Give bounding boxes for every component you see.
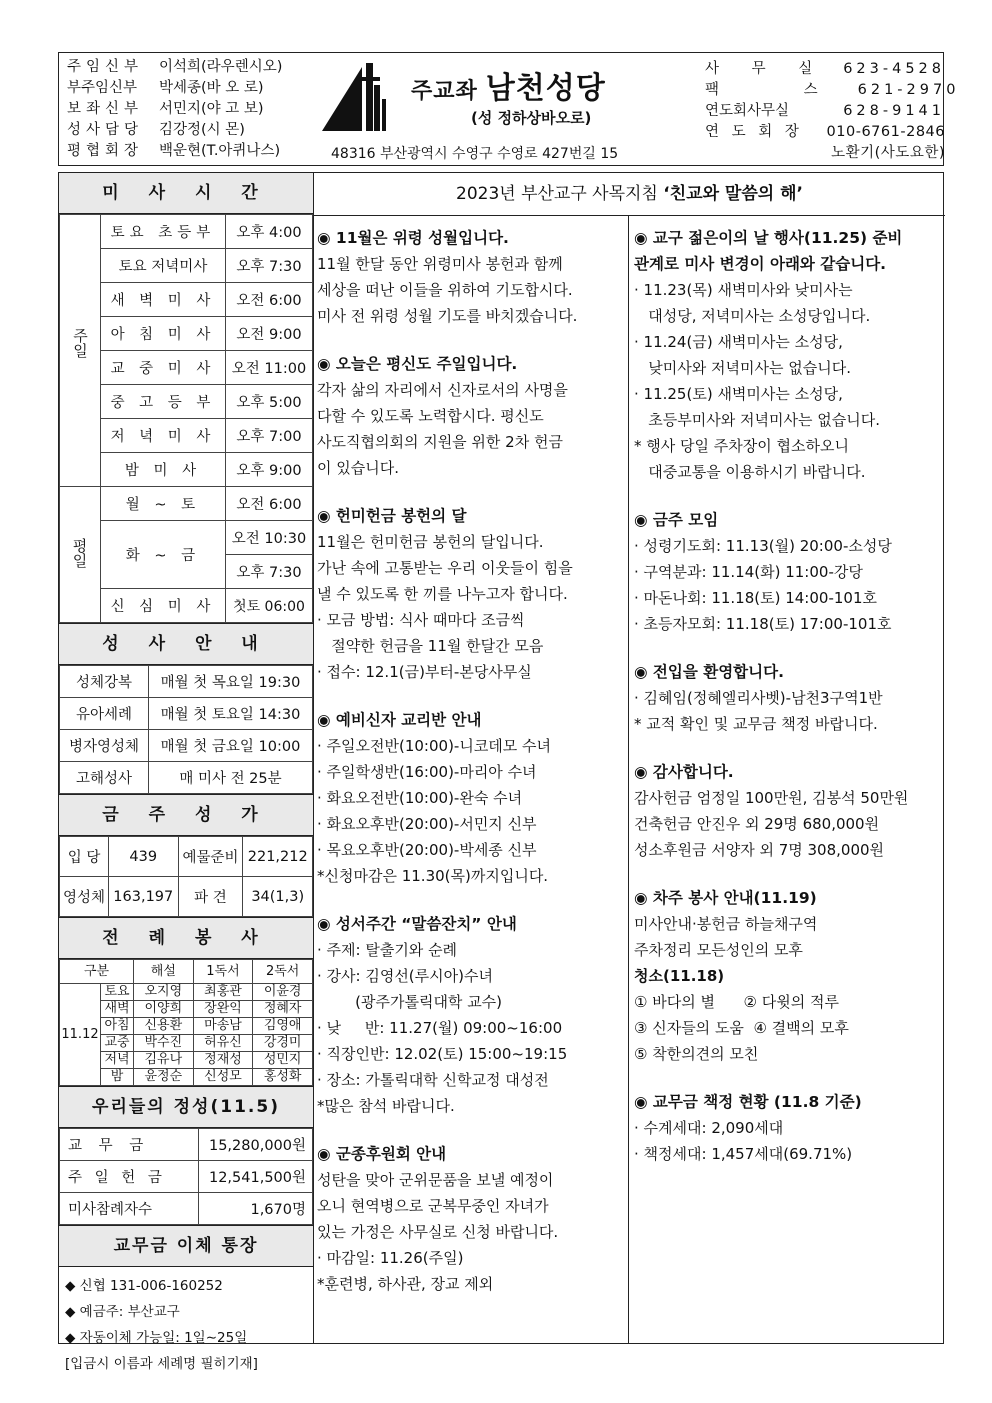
bank-line: ◆ 자동이체 가능일: 1일∼25일	[65, 1330, 248, 1346]
notice-line: 감사헌금 엄정일 100만원, 김봉석 50만원	[634, 789, 909, 807]
contact-row: 팩 스 621-2970	[705, 82, 960, 98]
mass-time: 오전 11:00	[226, 351, 313, 385]
notice-line: 각자 삶의 자리에서 신자로서의 사명을	[317, 381, 568, 399]
liturgy-header: 구분	[60, 960, 134, 984]
notice-line: 절약한 헌금을 11월 한달간 모음	[317, 637, 544, 655]
offerings-heading: 우리들의 정성(11.5)	[59, 1086, 313, 1128]
bulletin-header	[58, 52, 960, 166]
liturgy-mass: 밤	[101, 1069, 134, 1086]
hymn-number: 439	[109, 837, 178, 877]
notice-block	[634, 225, 940, 485]
mass-name: 신 심 미 사	[101, 589, 226, 623]
notice-line: · 책정세대: 1,457세대(69.71%)	[634, 1145, 853, 1163]
mass-times-heading: 미 사 시 간	[59, 173, 313, 214]
notice-title: ◉ 교구 젊은이의 날 행사(11.25) 준비	[634, 229, 903, 247]
notice-title: ◉ 차주 봉사 안내(11.19)	[634, 889, 817, 907]
notice-line: · 초등자모회: 11.18(토) 17:00-101호	[634, 615, 892, 633]
church-logo-icon	[314, 59, 394, 139]
liturgy-mass: 토요	[101, 984, 134, 1001]
notice-title: ◉ 전입을 환영합니다.	[634, 663, 784, 681]
hymn-label: 입 당	[60, 837, 109, 877]
contact-row: 노환기(사도요한)	[831, 145, 945, 161]
liturgy-person: 강경미	[253, 1035, 313, 1052]
hymn-label: 영성체	[60, 877, 109, 917]
contact-row: 연 도 회 장 010-6761-2846	[705, 124, 945, 140]
mass-name: 월 ~ 토	[101, 487, 226, 521]
liturgy-person: 홍성화	[253, 1069, 313, 1086]
bank-line: ◆ 신협 131-006-160252	[65, 1278, 223, 1294]
notice-line: · 목요오후반(20:00)-박세종 신부	[317, 841, 537, 859]
sacrament-time: 매 미사 전 25분	[149, 762, 313, 794]
notice-title: ◉ 군종후원회 안내	[317, 1145, 447, 1163]
mass-time: 오후 5:00	[226, 385, 313, 419]
offering-value: 12,541,500원	[199, 1161, 313, 1193]
notice-line: · 장소: 가톨릭대학 신학교정 대성전	[317, 1071, 549, 1089]
notice-line: · 11.25(토) 새벽미사는 소성당,	[634, 385, 843, 403]
hymn-number: 221,212	[243, 837, 313, 877]
sunday-label: 주일	[60, 215, 101, 487]
notice-line: · 모금 방법: 식사 때마다 조금씩	[317, 611, 525, 629]
mass-name: 화 ~ 금	[101, 521, 226, 589]
liturgy-heading: 전 례 봉 사	[59, 917, 313, 959]
notice-line: 다할 수 있도록 노력합시다. 평신도	[317, 407, 544, 425]
notice-line: 미사 전 위령 성월 기도를 바치겠습니다.	[317, 307, 578, 325]
notice-line: · 성령기도회: 11.13(월) 20:00-소성당	[634, 537, 892, 555]
staff-row: 보좌신부 서민지(야 고 보)	[67, 101, 264, 117]
liturgy-date: 11.12	[60, 984, 101, 1086]
notice-line: · 접수: 12.1(금)부터-본당사무실	[317, 663, 532, 681]
notice-block	[634, 1089, 940, 1167]
notice-title: 관계로 미사 변경이 아래와 같습니다.	[634, 255, 887, 273]
mass-time: 오전 6:00	[226, 487, 313, 521]
mass-time: 오전 10:30	[226, 521, 313, 555]
notice-line: 11월 한달 동안 위령미사 봉헌과 함께	[317, 255, 563, 273]
hymns-heading: 금 주 성 가	[59, 794, 313, 836]
liturgy-person: 박수진	[134, 1035, 194, 1052]
staff-list	[67, 57, 327, 162]
mass-name: 저 녁 미 사	[101, 419, 226, 453]
church-title: 주교좌 남천성당	[411, 71, 606, 106]
notice-line: 이 있습니다.	[317, 459, 399, 477]
liturgy-person: 최홍관	[193, 984, 253, 1001]
liturgy-person: 윤정순	[134, 1069, 194, 1086]
notice-line: · 마감일: 11.26(주일)	[317, 1249, 464, 1267]
mass-name: 밤 미 사	[101, 453, 226, 487]
mass-name: 중 고 등 부	[101, 385, 226, 419]
hymns-table	[59, 836, 313, 917]
sacraments-heading: 성 사 안 내	[59, 623, 313, 665]
mass-name: 토요 저녁미사	[101, 249, 226, 283]
notice-line: 미사안내·봉헌금 하늘채구역	[634, 915, 818, 933]
sacrament-name: 고해성사	[60, 762, 149, 794]
sacrament-time: 매월 첫 목요일 19:30	[149, 666, 313, 698]
staff-row: 부주임신부 박세종(바 오 로)	[67, 80, 264, 96]
notice-line: · 주일오전반(10:00)-니코데모 수녀	[317, 737, 552, 755]
notice-line: *신청마감은 11.30(목)까지입니다.	[317, 867, 549, 885]
patron-saint: (성 정하상바오로)	[471, 109, 592, 127]
sacrament-time: 매월 첫 토요일 14:30	[149, 698, 313, 730]
bank-heading: 교무금 이체 통장	[59, 1225, 313, 1267]
notice-title: ◉ 헌미헌금 봉헌의 달	[317, 507, 467, 525]
notice-block	[317, 503, 627, 685]
notice-line: · 직장인반: 12.02(토) 15:00~19:15	[317, 1045, 568, 1063]
notice-line: * 교적 확인 및 교무금 책정 바랍니다.	[634, 715, 878, 733]
hymn-label: 예물준비	[178, 837, 243, 877]
notice-line: 낮미사와 저녁미사는 없습니다.	[634, 359, 851, 377]
notice-line: · 주일학생반(16:00)-마리아 수녀	[317, 763, 537, 781]
notice-line: · 11.24(금) 새벽미사는 소성당,	[634, 333, 843, 351]
notice-line: *훈련병, 하사관, 장교 제외	[317, 1275, 494, 1293]
notice-block	[634, 759, 940, 863]
mass-time: 오후 7:30	[226, 249, 313, 283]
church-address: 48316 부산광역시 수영구 수영로 427번길 15	[331, 146, 619, 162]
mass-time: 오후 7:30	[226, 555, 313, 589]
notice-line: 청소(11.18)	[634, 967, 725, 985]
liturgy-person: 신용환	[134, 1018, 194, 1035]
notice-line: 낼 수 있도록 한 끼를 나누고자 합니다.	[317, 585, 568, 603]
mass-time: 오후 4:00	[226, 215, 313, 249]
hymn-number: 163,197	[109, 877, 178, 917]
liturgy-table	[59, 959, 313, 1086]
liturgy-mass: 저녁	[101, 1052, 134, 1069]
mass-time: 오전 6:00	[226, 283, 313, 317]
sacrament-time: 매월 첫 금요일 10:00	[149, 730, 313, 762]
notice-line: · 강사: 김영선(루시아)수녀	[317, 967, 493, 985]
bank-info	[59, 1267, 313, 1377]
notice-title: ◉ 예비신자 교리반 안내	[317, 711, 482, 729]
sacrament-name: 성체강복	[60, 666, 149, 698]
notice-line: · 수계세대: 2,090세대	[634, 1119, 784, 1137]
mass-name: 토요 초등부	[101, 215, 226, 249]
staff-row: 평협회장 백운현(T.아퀴나스)	[67, 143, 281, 159]
sacraments-table	[59, 665, 313, 794]
notice-line: ⑤ 착한의견의 모친	[634, 1045, 759, 1063]
notice-title: ◉ 교무금 책정 현황 (11.8 기준)	[634, 1093, 862, 1111]
offering-value: 1,670명	[199, 1193, 313, 1225]
notice-block	[317, 707, 627, 889]
notice-line: ③ 신자들의 도움 ④ 결백의 모후	[634, 1019, 849, 1037]
notice-line: 초등부미사와 저녁미사는 없습니다.	[634, 411, 880, 429]
liturgy-person: 이윤경	[253, 984, 313, 1001]
notice-line: 11월은 헌미헌금 봉헌의 달입니다.	[317, 533, 544, 551]
mass-time: 오전 9:00	[226, 317, 313, 351]
notice-line: 대성당, 저녁미사는 소성당입니다.	[634, 307, 871, 325]
liturgy-mass: 아침	[101, 1018, 134, 1035]
notice-title: ◉ 금주 모임	[634, 511, 719, 529]
notice-line: · 낮 반: 11.27(월) 09:00~16:00	[317, 1019, 563, 1037]
liturgy-mass: 교중	[101, 1035, 134, 1052]
notice-line: · 구역분과: 11.14(화) 11:00-강당	[634, 563, 863, 581]
notice-line: * 행사 당일 주차장이 협소하오니	[634, 437, 849, 455]
notice-line: · 화요오전반(10:00)-완숙 수녀	[317, 789, 523, 807]
notice-line: 주차정리 모든성인의 모후	[634, 941, 803, 959]
sacrament-name: 유아세례	[60, 698, 149, 730]
notice-line: · 11.23(목) 새벽미사와 낮미사는	[634, 281, 853, 299]
notice-line: 성탄을 맞아 군위문품을 보낼 예정이	[317, 1171, 554, 1189]
notice-block	[317, 1141, 627, 1297]
notice-block	[317, 911, 627, 1119]
column-divider	[628, 215, 629, 1343]
bank-line: [입금시 이름과 세례명 필히기재]	[65, 1356, 258, 1372]
notice-title: ◉ 감사합니다.	[634, 763, 734, 781]
staff-row: 성사담당 김강정(시 몬)	[67, 122, 245, 138]
notice-line: (광주가톨릭대학 교수)	[317, 993, 503, 1011]
liturgy-header: 2독서	[253, 960, 313, 984]
notice-line: · 마돈나회: 11.18(토) 14:00-101호	[634, 589, 877, 607]
notice-block	[317, 225, 627, 329]
notice-title: ◉ 오늘은 평신도 주일입니다.	[317, 355, 518, 373]
mass-name: 아 침 미 사	[101, 317, 226, 351]
mass-name: 새 벽 미 사	[101, 283, 226, 317]
bank-line: ◆ 예금주: 부산교구	[65, 1304, 180, 1320]
mass-name: 교 중 미 사	[101, 351, 226, 385]
notice-line: · 화요오후반(20:00)-서민지 신부	[317, 815, 537, 833]
notice-line: · 주제: 탈출기와 순례	[317, 941, 458, 959]
notice-line: 건축헌금 안진우 외 29명 680,000원	[634, 815, 880, 833]
notices-column-b	[634, 225, 940, 1189]
pastoral-banner: 2023년 부산교구 사목지침 ‘친교와 말씀의 해’	[314, 173, 945, 216]
notice-title: ◉ 성서주간 “말씀잔치” 안내	[317, 915, 517, 933]
bulletin-body	[58, 172, 944, 1372]
pastoral-motto: ‘친교와 말씀의 해’	[663, 184, 803, 204]
contact-row: 연도회사무실 628-9141	[705, 103, 945, 119]
contact-row: 사 무 실 623-4528	[705, 61, 945, 77]
notice-line: 사도직협의회의 지원을 위한 2차 헌금	[317, 433, 563, 451]
notice-line: *많은 참석 바랍니다.	[317, 1097, 455, 1115]
staff-row: 주임신부 이석희(라우렌시오)	[67, 59, 283, 75]
notice-line: 세상을 떠난 이들을 위하여 기도합시다.	[317, 281, 573, 299]
offering-value: 15,280,000원	[199, 1129, 313, 1161]
mass-time: 첫토 06:00	[226, 589, 313, 623]
liturgy-person: 김영애	[253, 1018, 313, 1035]
mass-time: 오후 9:00	[226, 453, 313, 487]
notice-block	[634, 659, 940, 737]
liturgy-person: 오지영	[134, 984, 194, 1001]
liturgy-person: 김유나	[134, 1052, 194, 1069]
liturgy-header: 1독서	[193, 960, 253, 984]
liturgy-person: 이양희	[134, 1001, 194, 1018]
liturgy-person: 정재성	[193, 1052, 253, 1069]
offering-name: 미사참례자수	[60, 1193, 199, 1225]
liturgy-person: 장완익	[193, 1001, 253, 1018]
hymn-label: 파 견	[178, 877, 243, 917]
liturgy-header: 해설	[134, 960, 194, 984]
notice-title: ◉ 11월은 위령 성월입니다.	[317, 229, 509, 247]
notice-line: 있는 가정은 사무실로 신청 바랍니다.	[317, 1223, 559, 1241]
notices-column-a	[317, 225, 627, 1319]
notice-line: · 김혜임(정혜엘리사벳)-남천3구역1반	[634, 689, 883, 707]
liturgy-person: 신성모	[193, 1069, 253, 1086]
liturgy-person: 마송남	[193, 1018, 253, 1035]
weekday-label: 평일	[60, 487, 101, 623]
sacrament-name: 병자영성체	[60, 730, 149, 762]
notice-line: 대중교통을 이용하시기 바랍니다.	[634, 463, 866, 481]
mass-time: 오후 7:00	[226, 419, 313, 453]
left-column	[59, 173, 313, 1377]
notice-block	[634, 885, 940, 1067]
notice-line: ① 바다의 별 ② 다윗의 적루	[634, 993, 839, 1011]
notice-block	[317, 351, 627, 481]
liturgy-person: 정혜자	[253, 1001, 313, 1018]
liturgy-person: 성민지	[253, 1052, 313, 1069]
contact-list	[705, 59, 960, 164]
mass-times-table	[59, 214, 313, 623]
liturgy-person: 허유신	[193, 1035, 253, 1052]
notice-line: 성소후원금 서양자 외 7명 308,000원	[634, 841, 885, 859]
notice-line: 오니 현역병으로 군복무중인 자녀가	[317, 1197, 549, 1215]
liturgy-mass: 새벽	[101, 1001, 134, 1018]
offering-name: 주 일 헌 금	[60, 1161, 199, 1193]
offering-name: 교 무 금	[60, 1129, 199, 1161]
notice-line: 가난 속에 고통받는 우리 이웃들이 힘을	[317, 559, 573, 577]
notice-block	[634, 507, 940, 637]
column-divider	[313, 173, 314, 1343]
offerings-table	[59, 1128, 313, 1225]
hymn-number: 34(1,3)	[243, 877, 313, 917]
